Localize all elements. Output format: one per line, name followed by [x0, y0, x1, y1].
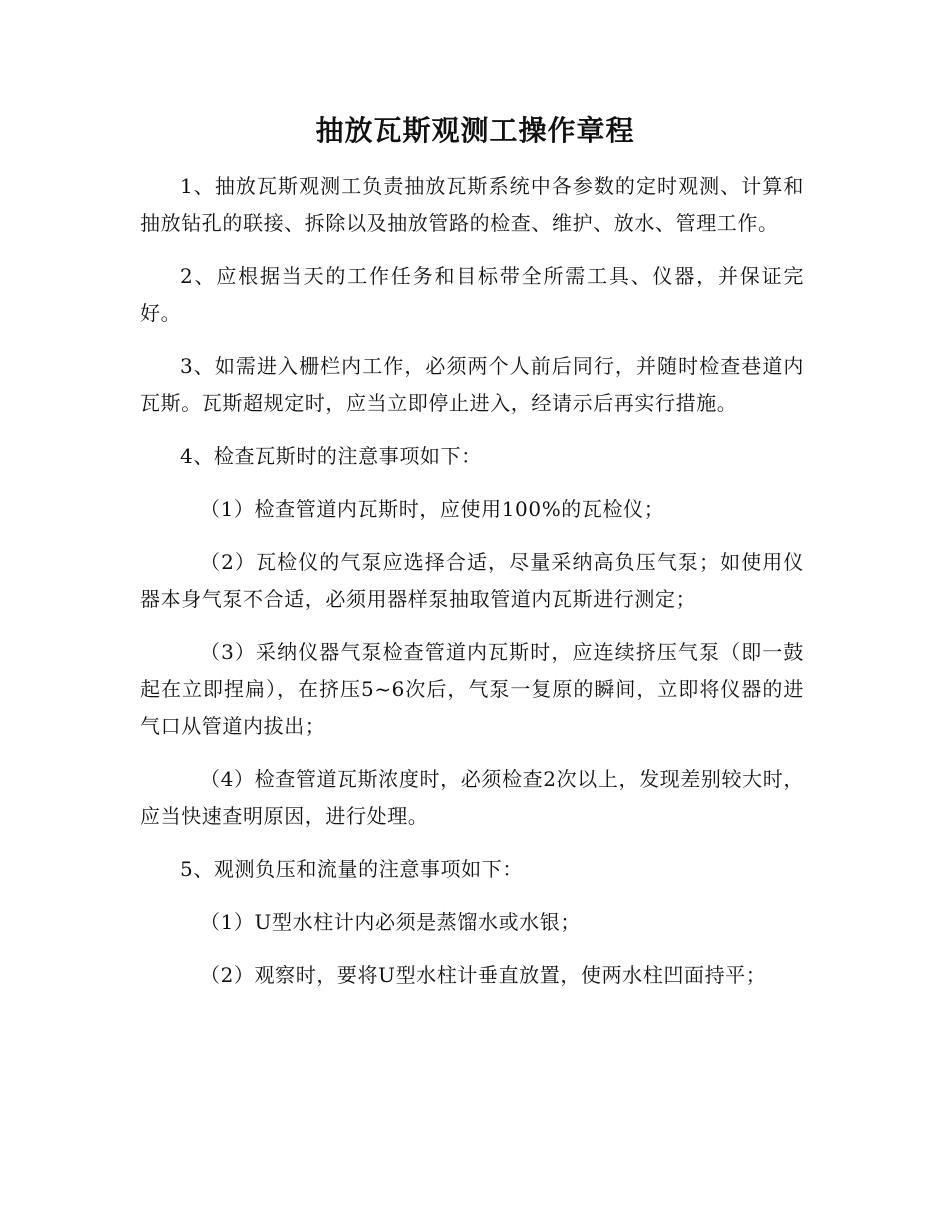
paragraph-3: 3、如需进入栅栏内工作，必须两个人前后同行，并随时检查巷道内瓦斯。瓦斯超规定时，应当立即停止进入，经请示后再实行措施。 [140, 354, 804, 415]
paragraph-4: 4、检查瓦斯时的注意事项如下： [180, 444, 482, 468]
paragraph-4-1: （1）检查管道内瓦斯时，应使用100%的瓦检仪； [200, 497, 665, 521]
paragraph-5-1: （1）U型水柱计内必须是蒸馏水或水银； [200, 910, 581, 934]
paragraph-4-4: （4）检查管道瓦斯浓度时，必须检查2次以上，发现差别较大时，应当快速查明原因，进行处理。 [140, 767, 804, 828]
document-body [140, 168, 804, 1010]
paragraph-5-2: （2）观察时，要将U型水柱计垂直放置，使两水柱凹面持平； [200, 963, 767, 987]
paragraph-1: 1、抽放瓦斯观测工负责抽放瓦斯系统中各参数的定时观测、计算和抽放钻孔的联接、拆除以及抽放管路的检查、维护、放水、管理工作。 [140, 174, 804, 235]
paragraph-4-2: （2）瓦检仪的气泵应选择合适，尽量采纳高负压气泵；如使用仪器本身气泵不合适，必须用器样泵抽取管道内瓦斯进行测定； [140, 550, 804, 611]
paragraph-5: 5、观测负压和流量的注意事项如下： [180, 857, 523, 881]
paragraph-2: 2、应根据当天的工作任务和目标带全所需工具、仪器，并保证完好。 [140, 264, 804, 325]
paragraph-4-3: （3）采纳仪器气泵检查管道内瓦斯时，应连续挤压气泵（即一鼓起在立即捏扁），在挤压5~6次后，气泵一复原的瞬间，立即将仪器的进气口从管道内拔出； [140, 640, 804, 738]
document-title: 抽放瓦斯观测工操作章程 [315, 114, 635, 147]
